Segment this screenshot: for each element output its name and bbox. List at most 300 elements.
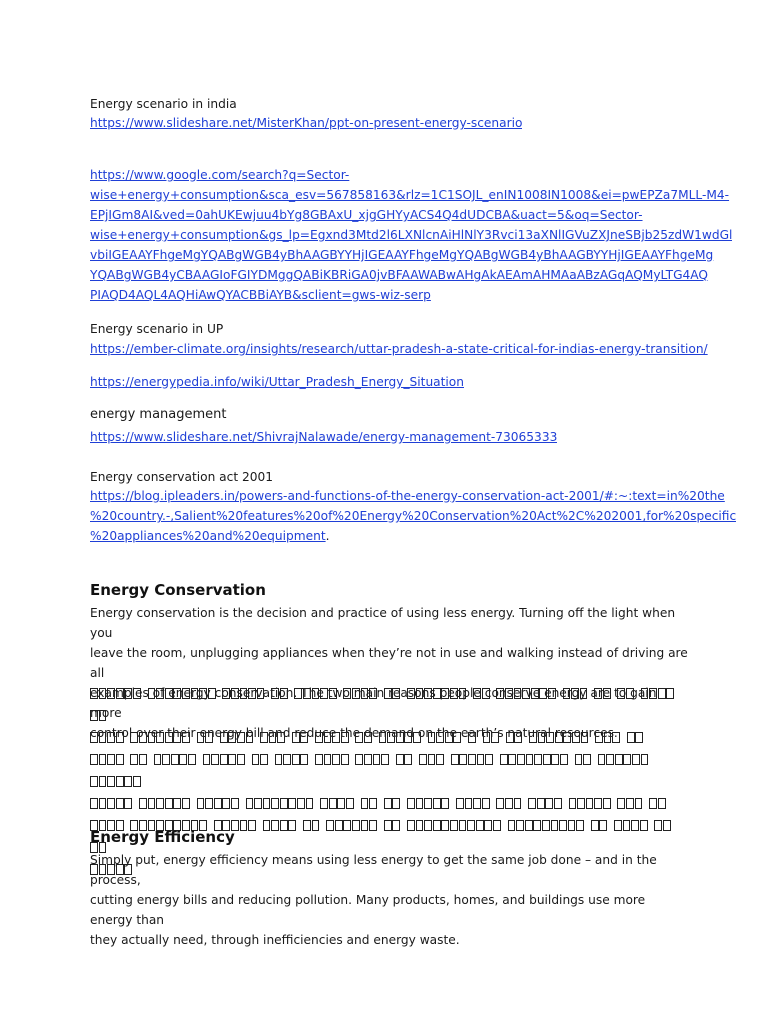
missing-glyph-word: [90, 727, 124, 749]
missing-glyph-box: [171, 754, 179, 765]
google-link-line[interactable]: PIAQD4AQL4AQHiAwQYACBBiAYB&sclient=gws-wiz-serp: [90, 288, 431, 302]
missing-glyph-box: [222, 798, 230, 809]
missing-glyph-box: [491, 732, 499, 743]
missing-glyph-box: [641, 688, 649, 699]
missing-glyph-word: [473, 683, 490, 705]
missing-glyph-box: [396, 732, 404, 743]
efficiency-line: cutting energy bills and reducing pollution. Many products, homes, and buildings use more energy than: [90, 893, 646, 927]
missing-glyph-word: [468, 727, 477, 749]
missing-glyph-box: [419, 754, 427, 765]
missing-glyph-box: [384, 688, 392, 699]
missing-glyph-box: [568, 820, 576, 831]
missing-glyph-box: [505, 688, 513, 699]
missing-glyph-box: [197, 732, 205, 743]
missing-glyph-word: [303, 815, 320, 837]
missing-glyph-box: [459, 820, 467, 831]
missing-glyph-box: [604, 732, 612, 743]
missing-glyph-box: [90, 754, 98, 765]
missing-glyph-box: [514, 798, 522, 809]
missing-glyph-box: [384, 820, 392, 831]
missing-glyph-box: [208, 688, 216, 699]
missing-glyph-box: [451, 754, 459, 765]
google-link-line[interactable]: wise+energy+consumption&sca_esv=567858163&rlz=1C1SOJL_enIN1008IN1008&ei=pwEPZa7MLL-M4-: [90, 188, 730, 202]
missing-glyph-box: [228, 754, 236, 765]
missing-glyph-box: [598, 754, 606, 765]
missing-glyph-box: [315, 732, 323, 743]
google-link-line[interactable]: vbiIGEAAYFhgeMgYQABgWGB4yBhAAGBYYHjIGEAAYFhgeMgYQABgWGB4yBhAAGBYYHjIGEAAYFhgeMg: [90, 248, 714, 262]
missing-glyph-box: [280, 820, 288, 831]
missing-glyph-box: [312, 688, 320, 699]
missing-glyph-box: [554, 798, 562, 809]
missing-glyph-box: [324, 754, 332, 765]
missing-glyph-word: [384, 683, 401, 705]
missing-glyph-box: [352, 688, 360, 699]
missing-glyph-word: [649, 793, 666, 815]
conservation-line: Energy conservation is the decision and practice of using less energy. Turning off the light when you: [90, 606, 676, 640]
missing-glyph-box: [485, 754, 493, 765]
missing-glyph-word: [90, 771, 142, 793]
missing-glyph-box: [506, 732, 514, 743]
conservation-line: control over their energy bill and reduce the demand on the earth’s natural resources.: [90, 726, 618, 740]
missing-glyph-box: [343, 820, 351, 831]
missing-glyph-box: [496, 798, 504, 809]
missing-glyph-box: [116, 688, 124, 699]
missing-glyph-box: [658, 798, 666, 809]
missing-glyph-box: [343, 688, 351, 699]
missing-glyph-word: [614, 815, 648, 837]
missing-glyph-box: [555, 732, 563, 743]
india-link[interactable]: https://www.slideshare.net/MisterKhan/ppt-on-present-energy-scenario: [90, 116, 523, 130]
efficiency-heading: Energy Efficiency: [90, 828, 235, 846]
missing-glyph-box: [623, 820, 631, 831]
missing-glyph-word: [320, 793, 354, 815]
missing-glyph-box: [139, 732, 147, 743]
missing-glyph-box: [369, 688, 377, 699]
missing-glyph-box: [246, 732, 254, 743]
missing-glyph-box: [329, 798, 337, 809]
act-trailing-period: .: [325, 529, 330, 543]
missing-glyph-box: [569, 798, 577, 809]
missing-glyph-word: [326, 815, 378, 837]
missing-glyph-box: [277, 732, 285, 743]
missing-glyph-box: [107, 754, 115, 765]
missing-glyph-word: [260, 727, 286, 749]
missing-glyph-box: [130, 732, 138, 743]
missing-glyph-box: [649, 798, 657, 809]
missing-glyph-box: [576, 820, 584, 831]
missing-glyph-box: [526, 754, 534, 765]
efficiency-line: Simply put, energy efficiency means using less energy to get the same job done – and in the process,: [90, 853, 657, 887]
missing-glyph-word: [379, 727, 422, 749]
missing-glyph-box: [90, 688, 98, 699]
missing-glyph-box: [586, 798, 594, 809]
conservation-heading: Energy Conservation: [90, 581, 266, 599]
missing-glyph-box: [450, 820, 458, 831]
missing-glyph-box: [387, 732, 395, 743]
missing-glyph-box: [124, 798, 132, 809]
missing-glyph-box: [205, 732, 213, 743]
missing-glyph-word: [598, 749, 650, 771]
missing-glyph-word: [315, 727, 349, 749]
missing-glyph-box: [271, 798, 279, 809]
missing-glyph-word: [396, 749, 413, 771]
missing-glyph-box: [303, 688, 311, 699]
missing-glyph-box: [162, 754, 170, 765]
missing-glyph-word: [506, 727, 523, 749]
missing-glyph-box: [441, 820, 449, 831]
missing-glyph-box: [635, 798, 643, 809]
missing-glyph-box: [335, 820, 343, 831]
missing-glyph-box: [173, 732, 181, 743]
act-link-block: [90, 486, 736, 546]
missing-glyph-word: [275, 749, 309, 771]
missing-glyph-word: [197, 727, 214, 749]
missing-glyph-word: [654, 815, 671, 837]
missing-glyph-box: [297, 798, 305, 809]
missing-glyph-box: [173, 688, 181, 699]
missing-glyph-box: [482, 688, 490, 699]
missing-glyph-word: [197, 793, 240, 815]
missing-glyph-box: [211, 754, 219, 765]
missing-glyph-word: [355, 727, 372, 749]
missing-glyph-word: [154, 749, 197, 771]
missing-glyph-box: [300, 732, 308, 743]
missing-glyph-box: [538, 732, 546, 743]
missing-glyph-box: [269, 732, 277, 743]
missing-glyph-box: [364, 754, 372, 765]
missing-glyph-box: [271, 688, 279, 699]
missing-glyph-box: [533, 820, 541, 831]
missing-glyph-box: [303, 820, 311, 831]
missing-glyph-box: [116, 754, 124, 765]
missing-glyph-word: [419, 749, 445, 771]
missing-glyph-box: [237, 732, 245, 743]
missing-glyph-box: [381, 754, 389, 765]
missing-glyph-box: [575, 754, 583, 765]
missing-glyph-box: [603, 798, 611, 809]
missing-glyph-box: [508, 754, 516, 765]
missing-glyph-box: [364, 732, 372, 743]
up-link-energypedia[interactable]: https://energypedia.info/wiki/Uttar_Pradesh_Energy_Situation: [90, 375, 464, 389]
missing-glyph-box: [352, 820, 360, 831]
missing-glyph-box: [124, 776, 132, 787]
missing-glyph-box: [416, 820, 424, 831]
missing-glyph-box: [280, 798, 288, 809]
missing-glyph-box: [99, 754, 107, 765]
missing-glyph-box: [90, 776, 98, 787]
missing-glyph-box: [424, 688, 432, 699]
missing-glyph-box: [139, 798, 147, 809]
missing-glyph-box: [90, 732, 98, 743]
missing-glyph-box: [312, 820, 320, 831]
missing-glyph-word: [456, 793, 490, 815]
missing-glyph-box: [231, 688, 239, 699]
missing-glyph-box: [580, 688, 588, 699]
missing-glyph-box: [545, 798, 553, 809]
google-link-line[interactable]: YQABgWGB4yCBAAGIoFGIYDMggQABiKBRiGA0jvBFAAWABwAHgAkAEAmAHMAaABzAGqAQMyLTG4AQ: [90, 268, 709, 282]
missing-glyph-word: [294, 683, 337, 705]
conservation-line: examples of energy conservation. The two main reasons people conserve energy are to gain more: [90, 686, 657, 720]
missing-glyph-box: [433, 798, 441, 809]
missing-glyph-box: [459, 754, 467, 765]
missing-glyph-word: [355, 749, 389, 771]
missing-glyph-box: [617, 798, 625, 809]
missing-glyph-box: [332, 754, 340, 765]
missing-glyph-box: [107, 688, 115, 699]
missing-glyph-box: [649, 688, 657, 699]
missing-glyph-box: [528, 798, 536, 809]
missing-glyph-box: [99, 710, 107, 721]
missing-glyph-box: [428, 732, 436, 743]
missing-glyph-box: [572, 732, 580, 743]
missing-glyph-box: [379, 732, 387, 743]
missing-glyph-box: [626, 798, 634, 809]
missing-glyph-word: [496, 793, 522, 815]
missing-glyph-word: [90, 749, 124, 771]
act-link-line[interactable]: %20country.-,Salient%20features%20of%20Energy%20Conservation%20Act%2C%202001,for%20specific: [90, 509, 737, 523]
hindi-line: [90, 793, 690, 815]
missing-glyph-box: [275, 754, 283, 765]
missing-glyph-word: [246, 793, 315, 815]
missing-glyph-box: [468, 732, 476, 743]
missing-glyph-box: [107, 776, 115, 787]
missing-glyph-word: [139, 793, 191, 815]
missing-glyph-word: [508, 815, 585, 837]
missing-glyph-box: [165, 732, 173, 743]
missing-glyph-box: [306, 798, 314, 809]
missing-glyph-box: [361, 798, 369, 809]
missing-glyph-box: [271, 820, 279, 831]
missing-glyph-box: [424, 820, 432, 831]
google-link-line[interactable]: https://www.google.com/search?q=Sector-: [90, 168, 350, 182]
missing-glyph-box: [228, 732, 236, 743]
mgmt-link[interactable]: https://www.slideshare.net/ShivrajNalawade/energy-management-73065333: [90, 430, 558, 444]
act-label: Energy conservation act 2001: [90, 470, 274, 484]
missing-glyph-box: [300, 754, 308, 765]
missing-glyph-word: [563, 683, 589, 705]
missing-glyph-box: [263, 820, 271, 831]
missing-glyph-box: [257, 688, 265, 699]
missing-glyph-box: [436, 754, 444, 765]
missing-glyph-box: [107, 732, 115, 743]
missing-glyph-box: [182, 798, 190, 809]
missing-glyph-box: [326, 820, 334, 831]
missing-glyph-word: [591, 815, 608, 837]
missing-glyph-box: [107, 798, 115, 809]
missing-glyph-box: [450, 688, 458, 699]
missing-glyph-word: [483, 727, 500, 749]
missing-glyph-box: [632, 754, 640, 765]
missing-glyph-word: [343, 683, 377, 705]
missing-glyph-box: [404, 732, 412, 743]
missing-glyph-box: [635, 732, 643, 743]
missing-glyph-box: [179, 754, 187, 765]
missing-glyph-box: [591, 820, 599, 831]
missing-glyph-box: [384, 798, 392, 809]
missing-glyph-box: [337, 798, 345, 809]
missing-glyph-box: [542, 820, 550, 831]
missing-glyph-box: [116, 798, 124, 809]
missing-glyph-box: [477, 754, 485, 765]
missing-glyph-box: [324, 732, 332, 743]
missing-glyph-box: [404, 754, 412, 765]
missing-glyph-box: [240, 820, 248, 831]
missing-glyph-box: [248, 820, 256, 831]
missing-glyph-box: [369, 798, 377, 809]
missing-glyph-box: [148, 688, 156, 699]
missing-glyph-word: [529, 727, 589, 749]
missing-glyph-word: [292, 727, 309, 749]
missing-glyph-word: [496, 683, 556, 705]
missing-glyph-box: [173, 798, 181, 809]
missing-glyph-box: [484, 820, 492, 831]
missing-glyph-box: [505, 798, 513, 809]
missing-glyph-word: [315, 749, 349, 771]
missing-glyph-word: [594, 683, 611, 705]
missing-glyph-box: [459, 688, 467, 699]
missing-glyph-box: [517, 754, 525, 765]
missing-glyph-box: [99, 798, 107, 809]
missing-glyph-box: [525, 820, 533, 831]
missing-glyph-word: [595, 727, 621, 749]
efficiency-line: they actually need, through inefficiencies and energy waste.: [90, 933, 460, 947]
missing-glyph-box: [248, 688, 256, 699]
hindi-line: [90, 749, 690, 793]
missing-glyph-box: [563, 688, 571, 699]
missing-glyph-box: [537, 798, 545, 809]
missing-glyph-box: [288, 820, 296, 831]
missing-glyph-box: [413, 732, 421, 743]
missing-glyph-word: [641, 683, 675, 705]
hindi-line: [90, 727, 690, 749]
missing-glyph-box: [563, 732, 571, 743]
missing-glyph-box: [355, 732, 363, 743]
missing-glyph-box: [407, 798, 415, 809]
missing-glyph-box: [252, 754, 260, 765]
missing-glyph-box: [332, 732, 340, 743]
missing-glyph-box: [663, 820, 671, 831]
missing-glyph-box: [595, 732, 603, 743]
missing-glyph-box: [473, 798, 481, 809]
missing-glyph-box: [508, 820, 516, 831]
missing-glyph-box: [529, 732, 537, 743]
missing-glyph-box: [551, 820, 559, 831]
missing-glyph-word: [263, 815, 297, 837]
missing-glyph-word: [90, 705, 107, 727]
missing-glyph-box: [288, 798, 296, 809]
missing-glyph-word: [361, 793, 378, 815]
missing-glyph-box: [433, 820, 441, 831]
missing-glyph-box: [294, 688, 302, 699]
missing-glyph-box: [514, 732, 522, 743]
missing-glyph-box: [222, 688, 230, 699]
missing-glyph-box: [436, 732, 444, 743]
missing-glyph-box: [116, 776, 124, 787]
act-link-line[interactable]: https://blog.ipleaders.in/powers-and-functions-of-the-energy-conservation-act-2001/#:~:text=in%20the: [90, 489, 725, 503]
missing-glyph-box: [577, 798, 585, 809]
missing-glyph-box: [428, 754, 436, 765]
missing-glyph-box: [361, 820, 369, 831]
missing-glyph-box: [260, 732, 268, 743]
missing-glyph-box: [341, 732, 349, 743]
missing-glyph-box: [237, 754, 245, 765]
missing-glyph-box: [320, 798, 328, 809]
missing-glyph-box: [539, 688, 547, 699]
missing-glyph-box: [627, 732, 635, 743]
up-link-ember[interactable]: https://ember-climate.org/insights/research/uttar-pradesh-a-state-critical-for-indias-energy-transition/: [90, 342, 708, 356]
missing-glyph-box: [522, 688, 530, 699]
mgmt-label: energy management: [90, 407, 227, 422]
missing-glyph-box: [130, 754, 138, 765]
missing-glyph-box: [606, 754, 614, 765]
missing-glyph-box: [482, 798, 490, 809]
missing-glyph-box: [617, 688, 625, 699]
missing-glyph-box: [156, 688, 164, 699]
missing-glyph-box: [615, 754, 623, 765]
efficiency-body: [90, 850, 690, 950]
missing-glyph-box: [392, 688, 400, 699]
missing-glyph-box: [369, 820, 377, 831]
conservation-line: leave the room, unplugging appliances when they’re not in use and walking instead of driving are all: [90, 646, 688, 680]
missing-glyph-box: [581, 732, 589, 743]
missing-glyph-box: [341, 754, 349, 765]
missing-glyph-box: [534, 754, 542, 765]
google-link-line[interactable]: EPjIGm8AI&ved=0ahUKEwjuu4bYg8GBAxU_xjgGHYyACS4Q4dUDCBA&uact=5&oq=Sector-: [90, 208, 643, 222]
india-label: Energy scenario in india: [90, 97, 237, 111]
missing-glyph-box: [467, 820, 475, 831]
missing-glyph-box: [559, 820, 567, 831]
missing-glyph-box: [191, 688, 199, 699]
missing-glyph-box: [614, 820, 622, 831]
act-link-line[interactable]: %20appliances%20and%20equipment: [90, 529, 326, 543]
missing-glyph-box: [407, 688, 415, 699]
missing-glyph-word: [384, 793, 401, 815]
missing-glyph-box: [551, 754, 559, 765]
missing-glyph-word: [569, 793, 612, 815]
missing-glyph-box: [320, 688, 328, 699]
missing-glyph-box: [424, 798, 432, 809]
missing-glyph-box: [315, 754, 323, 765]
missing-glyph-box: [612, 732, 620, 743]
missing-glyph-word: [148, 683, 217, 705]
missing-glyph-box: [583, 754, 591, 765]
google-link-line[interactable]: wise+energy+consumption&gs_lp=Egxnd3Mtd2l6LXNlcnAiHlNlY3Rvci13aXNlIGVuZXJneSBjb25zdW1wdGl: [90, 228, 733, 242]
missing-glyph-box: [594, 688, 602, 699]
missing-glyph-box: [407, 820, 415, 831]
missing-glyph-box: [416, 688, 424, 699]
missing-glyph-word: [617, 793, 643, 815]
missing-glyph-word: [528, 793, 562, 815]
missing-glyph-box: [90, 710, 98, 721]
missing-glyph-box: [473, 688, 481, 699]
missing-glyph-box: [468, 754, 476, 765]
missing-glyph-box: [124, 688, 132, 699]
missing-glyph-box: [483, 732, 491, 743]
missing-glyph-box: [361, 688, 369, 699]
missing-glyph-box: [148, 732, 156, 743]
missing-glyph-box: [203, 754, 211, 765]
missing-glyph-box: [392, 798, 400, 809]
missing-glyph-box: [280, 688, 288, 699]
missing-glyph-word: [384, 815, 401, 837]
missing-glyph-box: [139, 754, 147, 765]
missing-glyph-box: [548, 688, 556, 699]
missing-glyph-box: [182, 688, 190, 699]
missing-glyph-word: [90, 683, 142, 705]
missing-glyph-word: [130, 749, 147, 771]
missing-glyph-word: [203, 749, 246, 771]
missing-glyph-box: [133, 688, 141, 699]
